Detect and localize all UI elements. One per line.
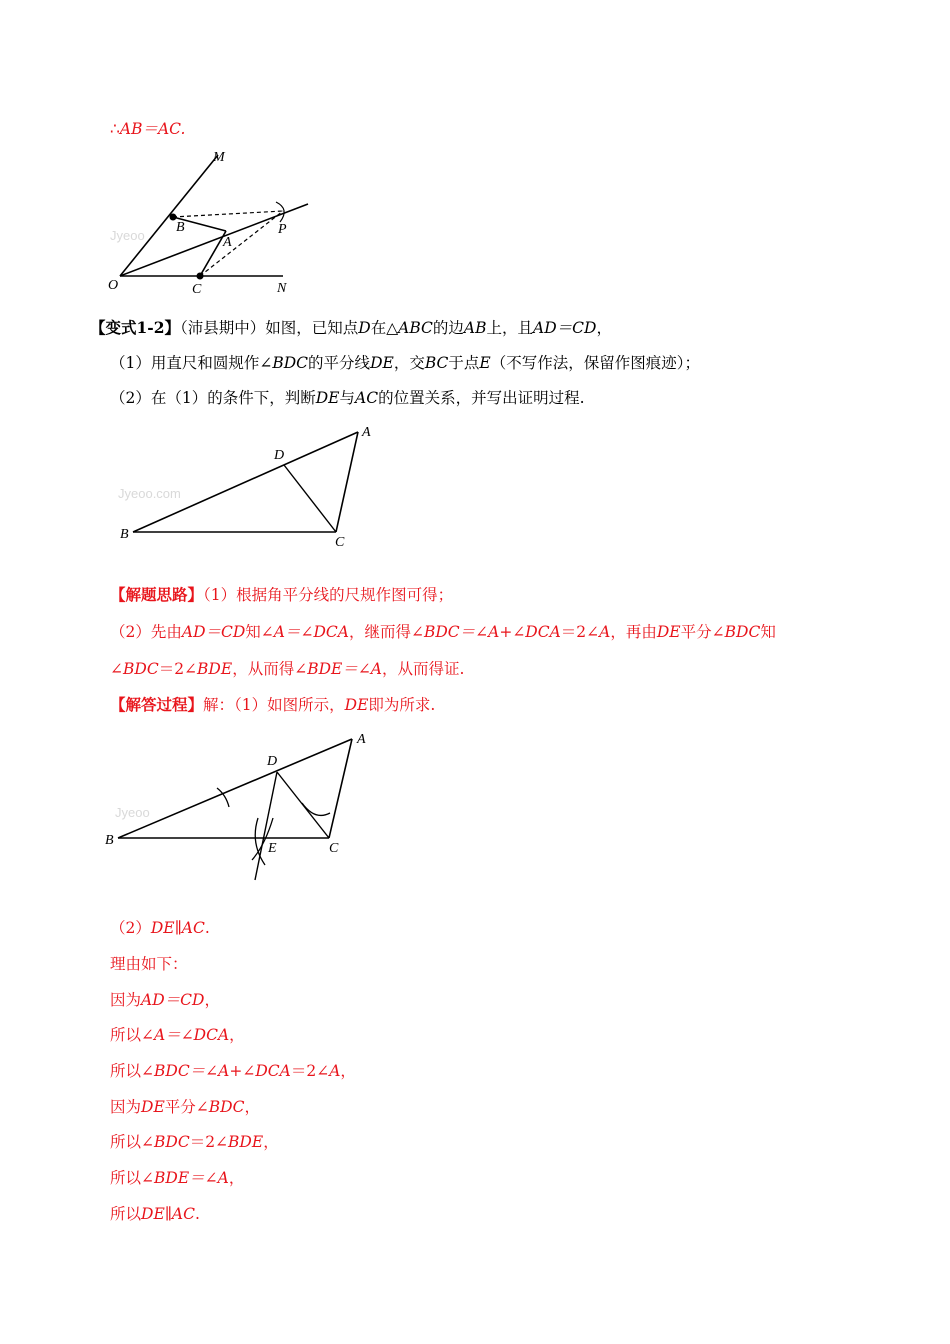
- question-1: [110, 353, 700, 373]
- answer-line-6: [110, 1097, 260, 1117]
- stem-text-b: 在△: [370, 319, 399, 337]
- a8-b: BDE＝∠A: [154, 1169, 229, 1187]
- fig1-watermark: Jyeoo: [110, 228, 145, 243]
- stem-var-eq: AD＝CD: [533, 319, 597, 337]
- label-b: B: [120, 527, 129, 542]
- a8-c: ，: [228, 1169, 245, 1187]
- a9-b: DE∥AC: [141, 1205, 195, 1223]
- answer-line-4: [110, 1025, 245, 1045]
- stem-var-d: D: [358, 319, 371, 337]
- a4-a: 所以∠: [110, 1026, 154, 1044]
- label-o: O: [108, 278, 119, 293]
- problem-tag: 【变式1-2】: [90, 318, 181, 337]
- stem-text-c: 的边: [432, 319, 464, 337]
- label-c: C: [329, 841, 339, 856]
- segment-dc: [284, 465, 336, 532]
- a3-b: AD＝CD: [141, 991, 205, 1009]
- q1-text-a: （1）用直尺和圆规作∠: [110, 354, 273, 372]
- t3-b: BDC: [123, 660, 159, 678]
- dashed-cp: [200, 211, 283, 276]
- t2-f: ＝2∠: [560, 623, 600, 641]
- q2-text-a: （2）在（1）的条件下，判断: [110, 389, 316, 407]
- answer-line-2: [110, 954, 188, 974]
- a6-a: 因为: [110, 1098, 142, 1116]
- q2-text-b: 与: [339, 389, 355, 407]
- answer-line-1: [110, 918, 210, 938]
- a4-c: ，: [229, 1026, 245, 1044]
- a5-d: A: [329, 1062, 341, 1080]
- label-d: D: [267, 754, 278, 769]
- a6-c: 平分∠: [164, 1098, 209, 1116]
- stem-var-ab: AB: [463, 319, 487, 337]
- q1-text-e: （不写作法，保留作图痕迹）；: [490, 354, 700, 372]
- bisector-de: [255, 772, 277, 880]
- problem-stem: [90, 318, 612, 338]
- t2-eq: AD＝CD: [181, 623, 246, 641]
- a5-e: ，: [340, 1062, 356, 1080]
- t3-g: ，从而得证.: [382, 660, 465, 678]
- a1-a: （2）: [110, 919, 151, 937]
- a3-c: ，: [204, 991, 220, 1009]
- problem-source: （沛县期中）: [180, 319, 266, 337]
- stem-text-d: 上，且: [486, 319, 534, 337]
- t2-g: A: [599, 623, 611, 641]
- a9-a: 所以: [110, 1205, 142, 1223]
- stem-text-e: ，: [596, 319, 612, 337]
- q1-text-c: ，交: [393, 354, 425, 372]
- t2-a: （2）先由: [110, 623, 182, 641]
- thinking-line-1: [110, 585, 453, 605]
- q2-var-ac: AC: [355, 389, 379, 407]
- label-b: B: [105, 833, 114, 848]
- t2-h: ，再由: [610, 623, 657, 641]
- solution-line: [110, 695, 435, 715]
- stem-var-abc: ABC: [398, 319, 433, 337]
- answer-line-5: [110, 1061, 356, 1081]
- q2-text-c: 的位置关系，并写出证明过程.: [378, 389, 585, 407]
- answer-line-8: [110, 1168, 244, 1188]
- t2-e: BDC＝∠A+∠DCA: [423, 623, 561, 641]
- a5-a: 所以∠: [110, 1062, 154, 1080]
- label-a: A: [357, 732, 366, 747]
- t2-c: A＝∠DCA: [273, 623, 349, 641]
- segment-ac: [329, 739, 352, 838]
- figure-2-diagram: [110, 418, 380, 553]
- solution-text-c: 即为所求.: [368, 696, 436, 714]
- thinking-l1-text: （1）根据角平分线的尺规作图可得；: [203, 586, 454, 604]
- point-c-dot: [197, 273, 204, 280]
- a6-b: DE: [141, 1098, 165, 1116]
- a4-b: A＝∠DCA: [154, 1026, 230, 1044]
- label-c: C: [192, 282, 202, 297]
- fig3-watermark: Jyeoo: [115, 805, 150, 820]
- intro-conclusion: [110, 119, 185, 139]
- a2: 理由如下：: [110, 955, 188, 973]
- t2-k: BDC: [724, 623, 761, 641]
- a9-c: .: [194, 1205, 200, 1223]
- segment-ac: [336, 432, 358, 532]
- a7-e: ，: [263, 1133, 279, 1151]
- thinking-tag: 【解题思路】: [110, 585, 204, 604]
- a5-c: ＝2∠: [290, 1062, 330, 1080]
- a1-b: DE∥AC: [150, 919, 205, 937]
- solution-var-de: DE: [344, 696, 369, 714]
- figure-3-diagram: [105, 725, 380, 885]
- label-n: N: [277, 281, 287, 296]
- label-a: A: [362, 425, 371, 440]
- a6-d: BDC: [208, 1098, 245, 1116]
- answer-line-9: [110, 1204, 200, 1224]
- a7-c: ＝2∠: [189, 1133, 229, 1151]
- q1-text-b: 的平分线: [308, 354, 371, 372]
- solution-text-a: 解：（1）如图所示，: [203, 696, 345, 714]
- label-c: C: [335, 535, 345, 550]
- t2-b: 知∠: [245, 623, 274, 641]
- conclusion-text: AB＝AC.: [119, 120, 186, 138]
- figure-1-diagram: [100, 145, 320, 300]
- construction-arc: [276, 202, 284, 222]
- answer-line-7: [110, 1132, 279, 1152]
- a7-b: BDC: [154, 1133, 190, 1151]
- t3-a: ∠: [110, 660, 123, 678]
- answer-line-3: [110, 990, 220, 1010]
- dashed-bp: [173, 211, 283, 217]
- thinking-line-2: [110, 622, 776, 642]
- t2-i: DE: [656, 623, 681, 641]
- a7-d: BDE: [228, 1133, 264, 1151]
- t2-l: 知: [760, 623, 776, 641]
- thinking-line-3: [110, 659, 464, 679]
- t3-e: ，从而得∠: [232, 660, 308, 678]
- a6-e: ，: [244, 1098, 260, 1116]
- arc-on-bd: [217, 788, 229, 807]
- therefore-symbol: ∴: [110, 120, 120, 138]
- question-2: [110, 388, 585, 408]
- a8-a: 所以∠: [110, 1169, 154, 1187]
- stem-text-a: 如图，已知点: [265, 319, 359, 337]
- label-d: D: [274, 448, 285, 463]
- q1-var-de: DE: [370, 354, 394, 372]
- t2-j: 平分∠: [680, 623, 725, 641]
- label-a: A: [223, 235, 232, 250]
- t3-f: BDE＝∠A: [307, 660, 383, 678]
- solution-tag: 【解答过程】: [110, 695, 204, 714]
- a1-c: .: [204, 919, 210, 937]
- t3-c: ＝2∠: [158, 660, 198, 678]
- label-m: M: [213, 150, 225, 165]
- q2-var-de: DE: [315, 389, 340, 407]
- fig2-watermark: Jyeoo.com: [118, 486, 181, 501]
- label-e: E: [268, 841, 277, 856]
- q1-text-d: 于点: [448, 354, 480, 372]
- q1-var-e: E: [479, 354, 491, 372]
- t2-d: ，继而得∠: [348, 623, 424, 641]
- a7-a: 所以∠: [110, 1133, 154, 1151]
- label-b: B: [176, 220, 185, 235]
- a5-b: BDC＝∠A+∠DCA: [154, 1062, 291, 1080]
- q1-var-bc: BC: [424, 354, 449, 372]
- t3-d: BDE: [197, 660, 233, 678]
- label-p: P: [278, 222, 287, 237]
- a3-a: 因为: [110, 991, 142, 1009]
- q1-var-bdc: BDC: [272, 354, 309, 372]
